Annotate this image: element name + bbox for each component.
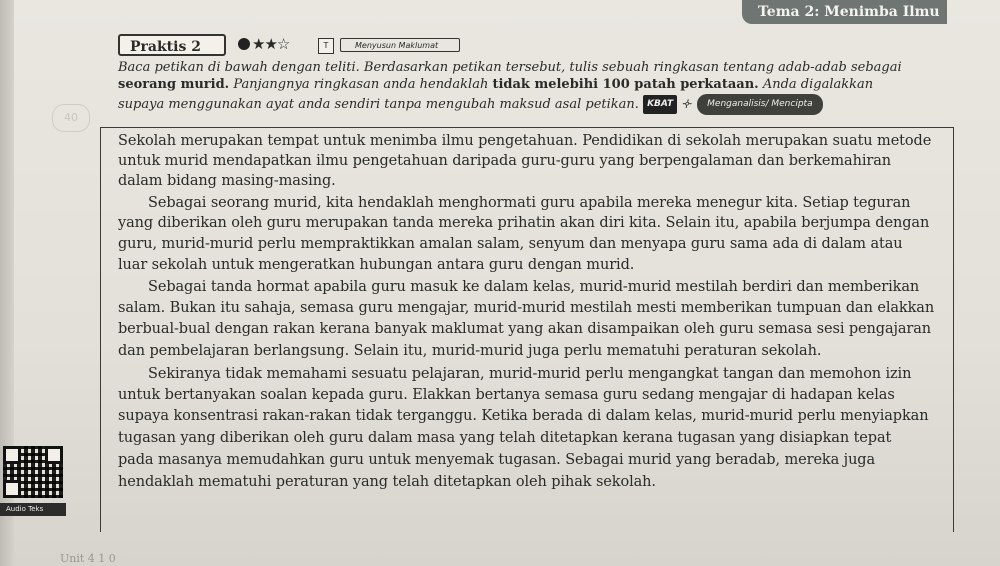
instruction-text: supaya menggunakan ayat anda sendiri tanpa mengubah maksud asal petikan. — [118, 97, 639, 112]
difficulty-stars — [238, 34, 289, 54]
qr-finder-icon — [3, 480, 21, 498]
passage-line: guru, murid-murid perlu mempraktikkan amalan salam, senyum dan menyapa guru sama ada di dalam atau — [118, 236, 903, 252]
star-filled-icon: ★ — [252, 35, 265, 53]
theme-banner: Tema 2: Menimba Ilmu — [742, 0, 947, 24]
brain-icon: 🝊 — [681, 97, 692, 111]
instruction-line-2 — [118, 76, 873, 93]
qr-finder-icon — [3, 446, 21, 464]
skill-tag: Menganalisis/ Mencipta — [697, 94, 822, 115]
passage-line: salam. Bukan itu sahaja, semasa guru mengajar, murid-murid mestilah mesti memberikan tumpuan dan elakkan — [118, 300, 935, 316]
passage-line: Sekiranya tidak memahami sesuatu pelajaran, murid-murid perlu mengangkat tangan dan memohon izin — [148, 366, 912, 382]
qr-finder-icon — [45, 446, 63, 464]
audio-text-label: Audio Teks — [0, 503, 66, 516]
star-filled-icon: ★ — [264, 35, 277, 53]
instruction-text: Panjangnya ringkasan anda hendaklah — [229, 77, 493, 92]
passage-line: dan pembelajaran berlangsung. Selain itu, murid-murid juga perlu mematuhi peraturan sekolah. — [118, 343, 822, 359]
passage-line: Sebagai seorang murid, kita hendaklah menghormati guru apabila mereka menegur kita. Setiap teguran — [148, 195, 911, 211]
margin-page-marker: 40 — [52, 104, 90, 132]
practice-label: Praktis 2 — [118, 34, 226, 56]
footer-fragment: Unit 4 1 0 — [60, 552, 116, 565]
passage-line: Sebagai tanda hormat apabila guru masuk ke dalam kelas, murid-murid mestilah berdiri dan memberikan — [148, 279, 920, 295]
passage-line: berbual-bual dengan rakan kerana banyak maklumat yang akan disampaikan oleh guru semasa sesi pengajaran — [118, 321, 932, 337]
instruction-text: Anda digalakkan — [758, 77, 874, 92]
kbat-badge: KBAT — [643, 95, 677, 114]
bullet-dot-icon — [238, 38, 250, 50]
passage-line: dalam bidang masing-masing. — [118, 173, 336, 189]
passage-line: pada masanya memudahkan guru untuk menyemak tugasan. Sebagai murid yang beradab, mereka juga — [118, 452, 876, 468]
passage-line: supaya konsentrasi rakan-rakan tidak terganggu. Ketika berada di dalam kelas, murid-murid perlu menyiapkan — [118, 408, 929, 424]
passage-line: tugasan yang diberikan oleh guru dalam masa yang telah ditetapkan kerana tugasan yang disiapkan tepat — [118, 430, 892, 446]
star-empty-icon: ☆ — [276, 35, 290, 53]
passage-line: untuk bertanyakan soalan kepada guru. Elakkan bertanya semasa guru sedang mengajar di hadapan kelas — [118, 387, 895, 403]
passage-line: Sekolah merupakan tempat untuk menimba ilmu pengetahuan. Pendidikan di sekolah merupakan suatu metode — [118, 133, 932, 149]
instruction-line-1: Baca petikan di bawah dengan teliti. Berdasarkan petikan tersebut, tulis sebuah ringkasan tentang adab-adab sebagai — [118, 60, 902, 75]
passage-line: yang diberikan oleh guru merupakan tanda mereka prihatin akan diri kita. Selain itu, apabila berjumpa dengan — [118, 215, 930, 231]
instruction-line-3 — [118, 94, 823, 115]
qr-code-icon[interactable] — [3, 446, 63, 498]
skill-label: Menyusun Maklumat — [340, 38, 460, 52]
passage-line: hendaklah mematuhi peraturan yang telah ditetapkan oleh pihak sekolah. — [118, 474, 656, 490]
instruction-emphasis: seorang murid. — [118, 77, 230, 92]
passage-line: luar sekolah untuk mengeratkan hubungan antara guru dengan murid. — [118, 257, 635, 273]
instruction-word-limit: tidak melebihi 100 patah perkataan. — [492, 77, 759, 92]
passage-line: untuk murid mendapatkan ilmu pengetahuan daripada guru-guru yang berpengalaman dan berkemahiran — [118, 153, 891, 169]
type-badge: T — [318, 38, 334, 54]
